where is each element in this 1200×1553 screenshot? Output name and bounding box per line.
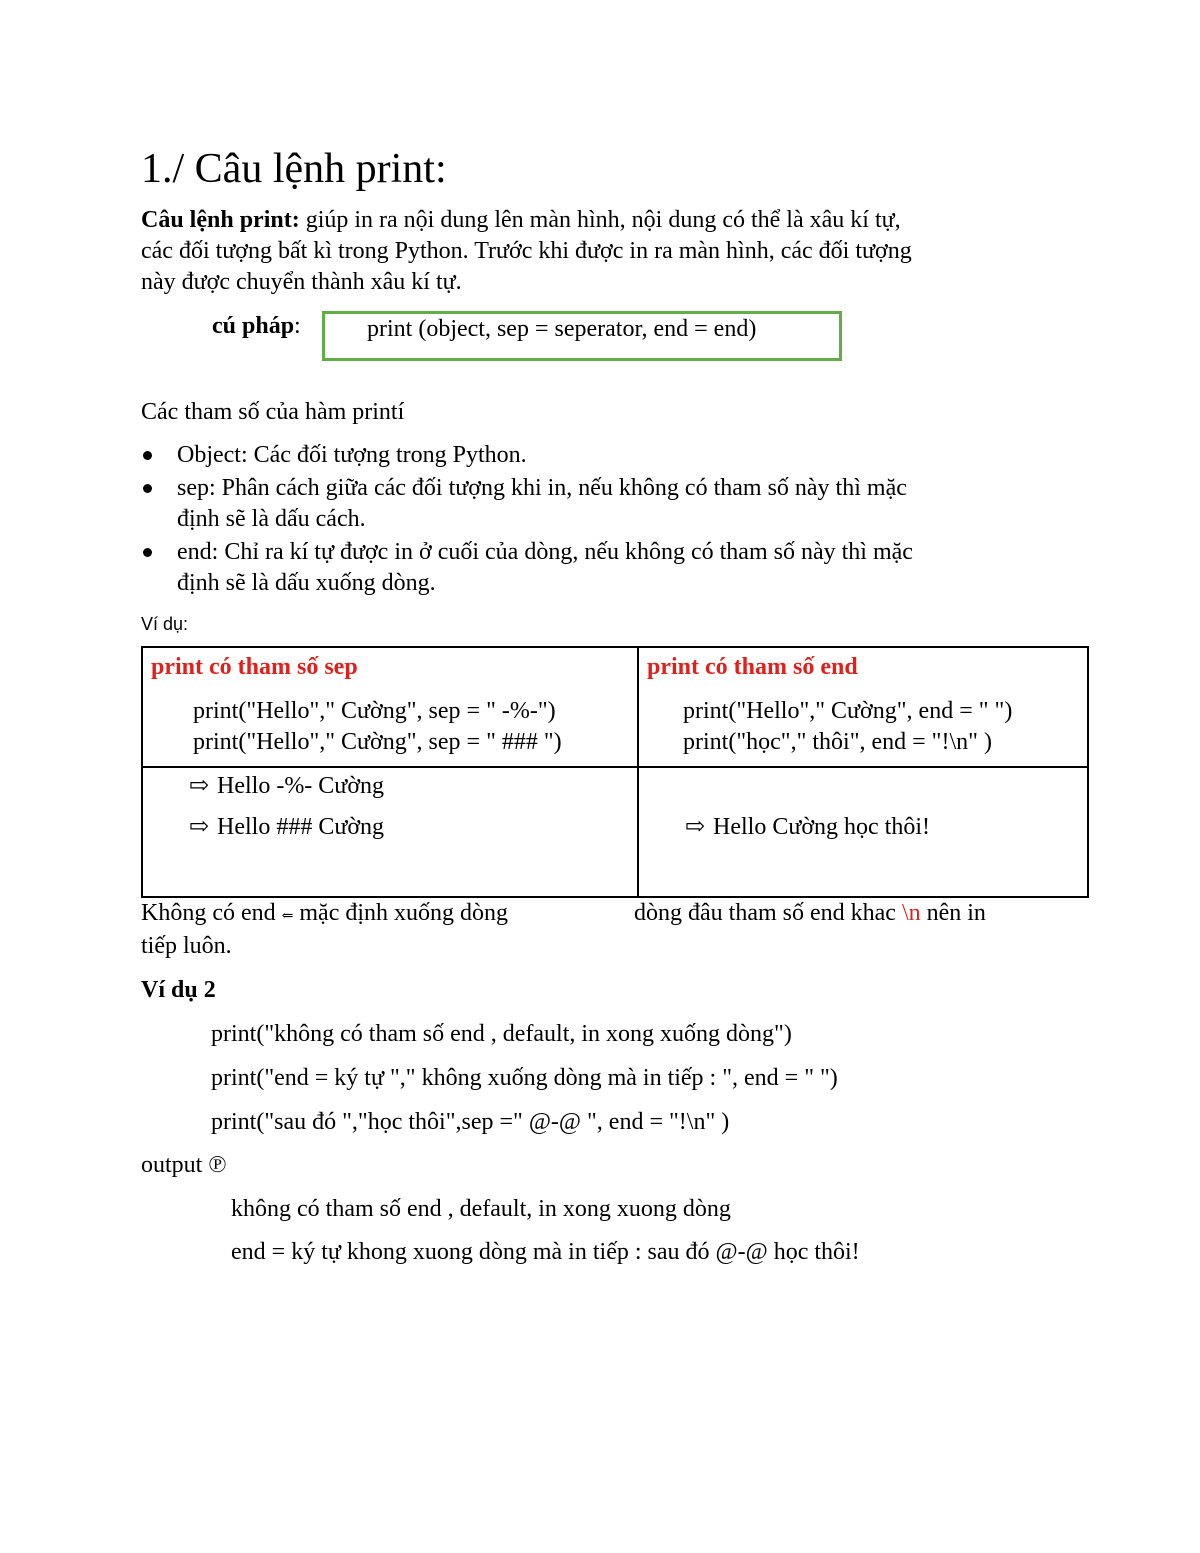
- example-table: [141, 646, 1089, 898]
- bullet-text-cont: định sẽ là dấu cách.: [177, 506, 366, 532]
- output-label: [141, 1150, 227, 1181]
- end-code-line: print("học"," thôi", end = "!\n" ): [683, 729, 992, 755]
- output-result-line: không có tham số end , default, in xong xuong dòng: [231, 1196, 731, 1222]
- arrow-right-icon: ⇨: [685, 814, 706, 840]
- arrow-right-icon: ⇨: [189, 773, 210, 799]
- bullet-icon: [143, 548, 152, 557]
- syntax-label-text: cú pháp: [212, 313, 295, 339]
- output-line: [189, 812, 637, 843]
- example-label: Ví dụ:: [141, 614, 189, 634]
- example2-code-line: print("sau đó ","học thôi",sep =" @-@ ", end = "!\n" ): [211, 1109, 730, 1135]
- sep-code-line: print("Hello"," Cường", sep = " ### "): [193, 729, 562, 755]
- list-item: [141, 440, 1041, 471]
- syntax-code: print (object, sep = seperator, end = end): [367, 316, 757, 342]
- sep-header: print có tham số sep: [151, 654, 358, 680]
- intro-paragraph: [141, 205, 1041, 298]
- note-continued: tiếp luôn.: [141, 933, 232, 959]
- syntax-box: [322, 311, 842, 361]
- output-line: [189, 771, 637, 802]
- intro-bold-term: Câu lệnh print:: [141, 207, 300, 233]
- output-text: Hello Cường học thôi!: [713, 814, 931, 840]
- table-cell-sep-output: [142, 767, 638, 897]
- arrow-left-icon: ⇐: [281, 909, 294, 924]
- list-item: [141, 473, 1041, 535]
- example2-code-line: print("không có tham số end , default, in xong xuống dòng"): [211, 1021, 792, 1047]
- example2-code-line: print("end = ký tự "," không xuống dòng mà in tiếp : ", end = " "): [211, 1065, 838, 1091]
- bullet-text-cont: định sẽ là dấu xuống dòng.: [177, 570, 436, 596]
- sep-code-line: print("Hello"," Cường", sep = " -%-"): [193, 698, 556, 724]
- list-item: [141, 537, 1041, 599]
- param-bullet-list: [141, 440, 1041, 601]
- bullet-text: sep: Phân cách giữa các đối tượng khi in, nếu không có tham số này thì mặc: [177, 475, 907, 501]
- note-right: [634, 898, 986, 929]
- output-text: Hello ### Cường: [217, 814, 385, 840]
- bullet-text: Object: Các đối tượng trong Python.: [177, 442, 527, 468]
- params-title: Các tham số của hàm printí: [141, 399, 405, 425]
- end-header: print có tham số end: [647, 654, 858, 680]
- note-left: [141, 898, 508, 932]
- page-heading: 1./ Câu lệnh print:: [141, 146, 447, 192]
- output-label-text: output: [141, 1152, 203, 1178]
- table-cell-end: [638, 647, 1088, 767]
- intro-line-1: [141, 205, 1041, 236]
- end-code-line: print("Hello"," Cường", end = " "): [683, 698, 1013, 724]
- output-text: Hello -%- Cường: [217, 773, 385, 799]
- syntax-colon: :: [294, 313, 301, 339]
- bullet-text: end: Chỉ ra kí tự được in ở cuối của dòng, nếu không có tham số này thì mặc: [177, 539, 913, 565]
- intro-line-1-text: giúp in ra nội dung lên màn hình, nội dung có thể là xâu kí tự,: [299, 207, 901, 233]
- example2-title: Ví dụ 2: [141, 977, 216, 1003]
- output-result-line: end = ký tự khong xuong dòng mà in tiếp : sau đó @-@ học thôi!: [231, 1239, 860, 1265]
- intro-line-3: này được chuyển thành xâu kí tự.: [141, 269, 462, 295]
- output-symbol-icon: ℗: [208, 1152, 227, 1178]
- bullet-icon: [143, 484, 152, 493]
- syntax-label: [212, 311, 301, 342]
- table-cell-sep: [142, 647, 638, 767]
- note-right-tail: nên in: [920, 900, 986, 926]
- newline-escape: \n: [901, 900, 921, 926]
- arrow-right-icon: ⇨: [189, 814, 210, 840]
- note-left-text: Không có end: [141, 900, 276, 926]
- bullet-icon: [143, 451, 152, 460]
- note-right-text: dòng đâu tham số end khac: [634, 900, 902, 926]
- output-line: [685, 812, 1087, 843]
- table-cell-end-output: [638, 767, 1088, 897]
- note-left-rest: mặc định xuống dòng: [293, 900, 509, 926]
- intro-line-2: các đối tượng bất kì trong Python. Trước khi được in ra màn hình, các đối tượng: [141, 238, 912, 264]
